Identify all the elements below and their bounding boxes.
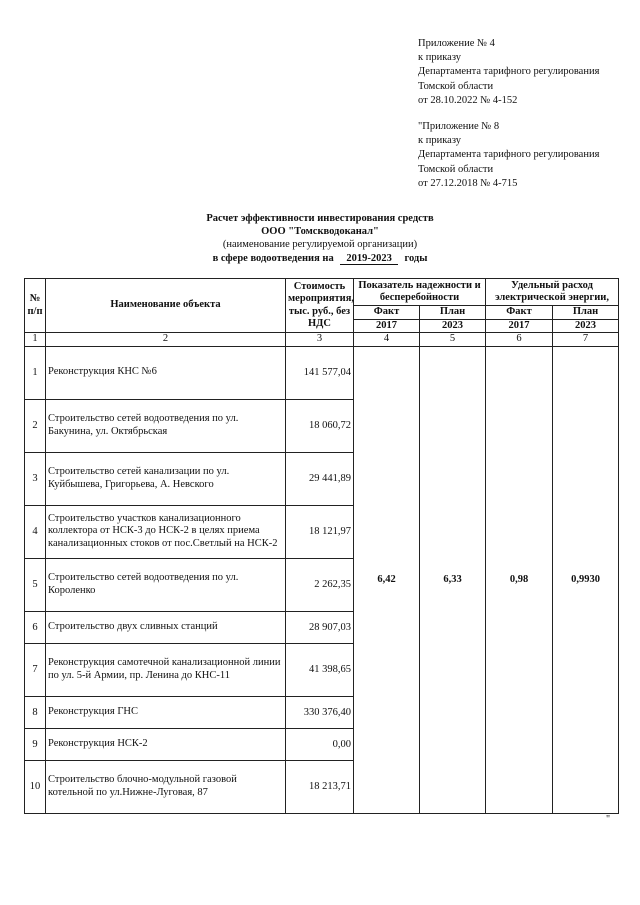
header-year-plan: 2023 [420,319,486,333]
row-number: 6 [25,611,46,643]
object-name: Реконструкция КНС №6 [46,346,286,399]
row-number: 5 [25,558,46,611]
header-year-fact: 2017 [354,319,420,333]
appendix-line: Департамента тарифного регулирования [418,66,600,78]
organization-caption: (наименование регулируемой организации) [222,239,418,250]
object-name: Строительство блочно-модульной газовой котельной по ул.Нижне-Луговая, 87 [46,760,286,813]
header-no: № п/п [25,279,46,333]
header-reliability: Показатель надежности и бесперебойности [354,279,486,306]
row-number: 4 [25,505,46,558]
investment-table [24,278,619,814]
object-cost: 18 121,97 [286,505,354,558]
header-fact: Факт [486,306,553,320]
object-name: Реконструкция НСК-2 [46,728,286,760]
appendix-original-block [418,120,599,191]
organization-name: ООО "Томскводоканал" [261,226,379,237]
object-name: Строительство участков канализационного коллектора от НСК-3 до НСК-2 в целях приема канализационных стоков от пос.Светлый на НСК-2 [46,505,286,558]
table-row [25,346,619,399]
period-suffix: годы [404,253,428,264]
appendix-line: к приказу [418,52,461,64]
object-cost: 41 398,65 [286,643,354,696]
row-number: 10 [25,760,46,813]
appendix-line: Департамента тарифного регулирования [418,149,600,161]
header-energy: Удельный расход электрической энергии, [486,279,619,306]
appendix-line: Томской области [418,163,494,175]
period-value: 2019-2023 [340,253,398,265]
energy-plan: 0,9930 [553,346,619,813]
object-name: Строительство сетей водоотведения по ул. Короленко [46,558,286,611]
object-name: Строительство сетей водоотведения по ул. Бакунина, ул. Октябрьская [46,399,286,452]
object-cost: 29 441,89 [286,452,354,505]
appendix-line: к приказу [418,135,461,147]
column-number: 4 [354,333,420,347]
row-number: 7 [25,643,46,696]
object-name: Реконструкция ГНС [46,696,286,728]
object-cost: 28 907,03 [286,611,354,643]
appendix-line: Приложение № 4 [418,38,495,49]
appendix-current-block [418,37,599,108]
object-cost: 330 376,40 [286,696,354,728]
energy-fact: 0,98 [486,346,553,813]
column-number: 6 [486,333,553,347]
header-year-plan: 2023 [553,319,619,333]
row-number: 2 [25,399,46,452]
header-year-fact: 2017 [486,319,553,333]
appendix-line: от 27.12.2018 № 4-715 [418,177,518,189]
object-name: Строительство двух сливных станций [46,611,286,643]
column-number: 2 [46,333,286,347]
document-title: Расчет эффективности инвестирования средств [206,213,434,224]
header-fact: Факт [354,306,420,320]
object-cost: 18 060,72 [286,399,354,452]
header-cost: Стоимость мероприятия, тыс. руб., без НДС [286,279,354,333]
appendix-line: Томской области [418,80,494,92]
header-plan: План [553,306,619,320]
appendix-line: от 28.10.2022 № 4-152 [418,94,518,106]
row-number: 9 [25,728,46,760]
period-line [0,253,640,265]
reliability-fact: 6,42 [354,346,420,813]
header-name: Наименование объекта [46,279,286,333]
appendix-line: "Приложение № 8 [418,121,500,132]
closing-quote: " [606,814,611,825]
object-cost: 18 213,71 [286,760,354,813]
object-name: Строительство сетей канализации по ул. Куйбышева, Григорьева, А. Невского [46,452,286,505]
row-number: 8 [25,696,46,728]
object-name: Реконструкция самотечной канализационной линии по ул. 5-й Армии, пр. Ленина до КНС-11 [46,643,286,696]
header-plan: План [420,306,486,320]
column-number: 7 [553,333,619,347]
column-number: 5 [420,333,486,347]
object-cost: 141 577,04 [286,346,354,399]
column-number: 3 [286,333,354,347]
row-number: 1 [25,346,46,399]
period-prefix: в сфере водоотведения на [212,253,334,264]
column-number: 1 [25,333,46,347]
object-cost: 0,00 [286,728,354,760]
reliability-plan: 6,33 [420,346,486,813]
row-number: 3 [25,452,46,505]
object-cost: 2 262,35 [286,558,354,611]
